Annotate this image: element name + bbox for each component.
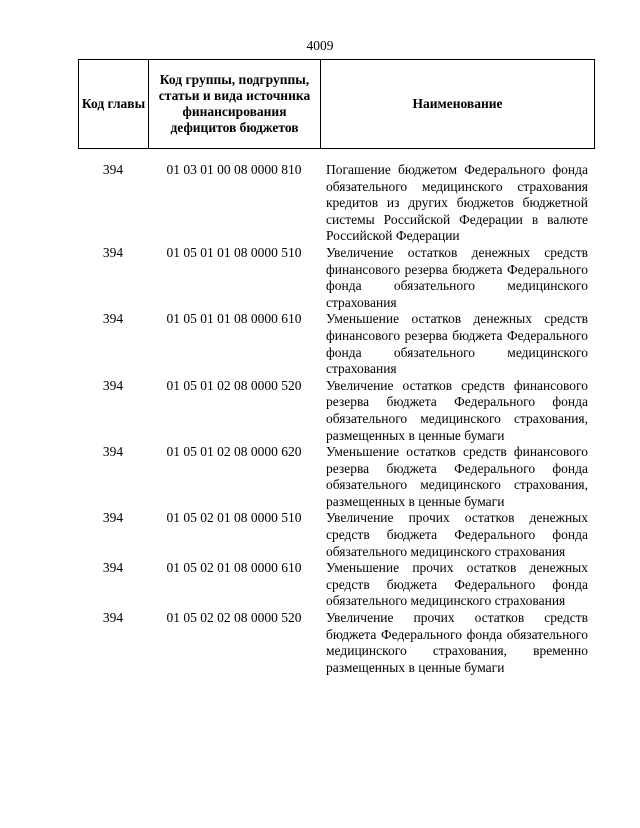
table-header: [78, 59, 595, 149]
chapter-code-cell: 394: [102, 244, 124, 260]
table-row: [78, 311, 595, 377]
table-body: [78, 162, 595, 676]
table-row: [78, 245, 595, 311]
source-code-cell: 01 05 01 01 08 0000 610: [166, 311, 302, 327]
table-row: [78, 378, 595, 444]
name-cell: Увеличение прочих остатков денежных средств бюджета Федерального фонда обязательного медицинского страхования: [326, 510, 588, 559]
chapter-code-cell: 394: [102, 162, 124, 177]
name-cell: Увеличение остатков денежных средств финансового резерва бюджета Федерального фонда обязательного медицинского страхования: [326, 244, 588, 310]
name-cell: Уменьшение остатков денежных средств финансового резерва бюджета Федерального фонда обязательного медицинского страхования: [326, 311, 588, 377]
source-code-cell: 01 03 01 00 08 0000 810: [166, 162, 302, 177]
chapter-code-cell: 394: [102, 311, 124, 327]
chapter-code-cell: 394: [102, 510, 124, 526]
chapter-code-cell: 394: [102, 444, 124, 460]
source-code-cell: 01 05 02 02 08 0000 520: [166, 610, 302, 626]
chapter-code-cell: 394: [102, 560, 124, 576]
table-row: [78, 162, 595, 245]
source-code-cell: 01 05 02 01 08 0000 610: [166, 560, 302, 576]
source-code-cell: 01 05 02 01 08 0000 510: [166, 510, 302, 526]
table-row: [78, 444, 595, 510]
header-chapter-code: Код главы: [79, 60, 149, 149]
header-name: Наименование: [321, 60, 595, 149]
header-group-code: Код группы, подгруппы, статьи и вида источника финансирования дефицитов бюджетов: [149, 60, 321, 149]
page-number: 4009: [306, 38, 334, 53]
name-cell: Уменьшение остатков средств финансового резерва бюджета Федерального фонда обязательного медицинского страхования, размещенных в ценные бумаги: [326, 444, 588, 509]
name-cell: Погашение бюджетом Федерального фонда обязательного медицинского страхования кредитов из других бюджетов бюджетной системы Российской Федерации в валюте Российской Федерации: [326, 162, 588, 244]
name-cell: Увеличение прочих остатков средств бюджета Федерального фонда обязательного медицинского страхования, временно размещенных в ценные бумаги: [326, 610, 588, 675]
table-row: [78, 510, 595, 560]
name-cell: Увеличение остатков средств финансового резерва бюджета Федерального фонда обязательного медицинского страхования, размещенных в ценные бумаги: [326, 377, 588, 443]
table-row: [78, 560, 595, 610]
source-code-cell: 01 05 01 01 08 0000 510: [166, 244, 302, 260]
source-code-cell: 01 05 01 02 08 0000 620: [166, 444, 302, 460]
name-cell: Уменьшение прочих остатков денежных средств бюджета Федерального фонда обязательного медицинского страхования: [326, 560, 588, 609]
chapter-code-cell: 394: [102, 377, 124, 393]
table-row: [78, 610, 595, 676]
chapter-code-cell: 394: [102, 610, 124, 626]
source-code-cell: 01 05 01 02 08 0000 520: [166, 377, 302, 393]
